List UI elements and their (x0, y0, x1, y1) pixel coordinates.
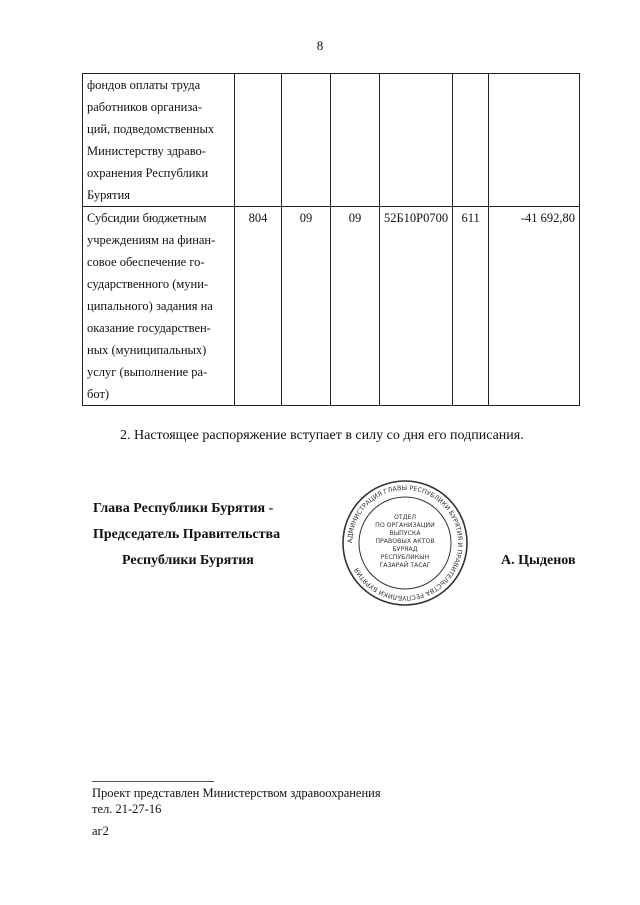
seal-inner-text: ПО ОРГАНИЗАЦИИ (375, 522, 435, 529)
name-line: совое обеспечение го- (87, 255, 205, 269)
signatory-title-line: Республики Бурятия (122, 553, 254, 568)
name-line: оказание государствен- (87, 321, 211, 335)
footnote-divider (92, 781, 214, 782)
signatory-name: А. Цыденов (501, 553, 576, 568)
name-line: ных (муниципальных) (87, 343, 207, 357)
seal-outer-text: АДМИНИСТРАЦИЯ ГЛАВЫ РЕСПУБЛИКИ БУРЯТИЯ И ПРАВИТЕЛЬСТВА РЕСПУБЛИКИ БУРЯТИЯ (345, 483, 465, 603)
seal-inner-text: ПРАВОВЫХ АКТОВ (375, 538, 435, 545)
table-cell-name (83, 207, 235, 406)
footer-doc-code: аг2 (92, 824, 109, 838)
name-line: Субсидии бюджетным (87, 211, 207, 225)
table-cell-ministry-code: 804 (235, 207, 282, 406)
name-line: Бурятия (87, 188, 131, 202)
table-cell-subsection (331, 74, 380, 207)
table-row (83, 74, 580, 207)
page-number: 8 (316, 38, 324, 53)
name-line: работников организа- (87, 100, 203, 114)
name-line: бот) (87, 387, 110, 401)
table-cell-target-article (380, 74, 453, 207)
name-line: сударственного (муни- (87, 277, 209, 291)
seal-inner-text: ВЫПУСКА (389, 530, 421, 537)
signatory-title-line: Глава Республики Бурятия - (93, 501, 274, 516)
table-cell-name (83, 74, 235, 207)
seal-inner-text: РЕСПУБЛИКЫН (380, 554, 430, 561)
table-cell-subsection: 09 (331, 207, 380, 406)
table-cell-expense-type (453, 74, 489, 207)
table-cell-section: 09 (282, 207, 331, 406)
name-line: фондов оплаты труда (87, 78, 201, 92)
seal-inner-text: ОТДЕЛ (393, 514, 417, 521)
signatory-title-line: Председатель Правительства (93, 527, 281, 542)
seal-inner-text: ГАЗАРАЙ ТАСАГ (379, 562, 431, 569)
budget-table (82, 73, 580, 406)
footer-phone: тел. 21-27-16 (92, 802, 162, 816)
table-cell-target-article: 52Б10Р0700 (380, 207, 453, 406)
name-line: ципального) задания на (87, 299, 213, 313)
footer-project-note: Проект представлен Министерством здравоохранения (92, 786, 381, 800)
table-cell-ministry-code (235, 74, 282, 207)
table-cell-amount: -41 692,80 (489, 207, 580, 406)
table-cell-expense-type: 611 (453, 207, 489, 406)
seal-inner-text: БУРЯАД (392, 546, 418, 553)
name-line: Министерству здраво- (87, 144, 206, 158)
name-line: охранения Республики (87, 166, 209, 180)
name-line: услуг (выполнение ра- (87, 365, 208, 379)
effective-clause: 2. Настоящее распоряжение вступает в силу со дня его подписания. (120, 428, 524, 443)
table-row (83, 207, 580, 406)
name-line: учреждениям на финан- (87, 233, 216, 247)
official-seal-stamp (340, 478, 470, 608)
table-cell-section (282, 74, 331, 207)
name-line: ций, подведомственных (87, 122, 215, 136)
table-cell-amount (489, 74, 580, 207)
